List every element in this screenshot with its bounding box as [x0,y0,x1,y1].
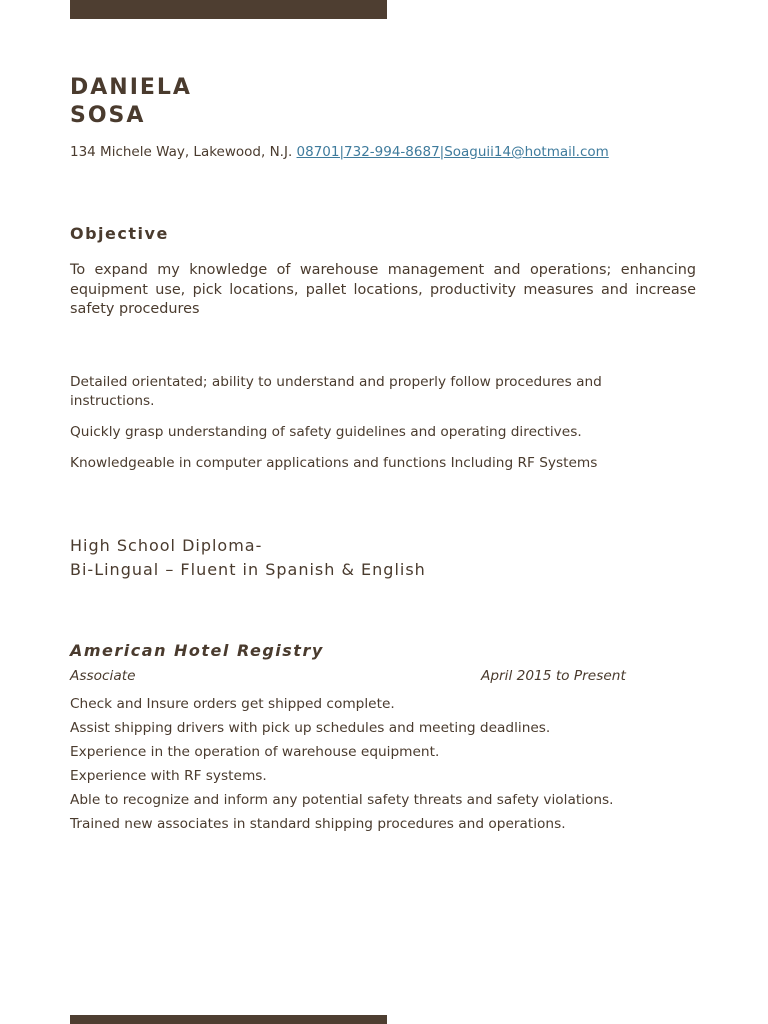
first-name: DANIELA [70,75,192,100]
contact-line [70,144,609,161]
duty-item: Experience with RF systems. [70,768,267,784]
bottom-accent-bar [70,1015,387,1024]
job-title: Associate [70,668,136,684]
objective-text: To expand my knowledge of warehouse management and operations; enhancing equipment use, pick locations, pallet locations, productivity measures and increase safety procedures [70,262,696,317]
education-item: Bi-Lingual – Fluent in Spanish & English [70,560,426,579]
last-name: SOSA [70,103,146,128]
education-section [70,534,426,582]
duty-item: Check and Insure orders get shipped complete. [70,696,395,712]
duty-item: Able to recognize and inform any potential safety threats and safety violations. [70,792,614,808]
skill-item: Quickly grasp understanding of safety guidelines and operating directives. [70,424,582,440]
contact-link[interactable]: 08701|732-994-8687|Soaguii14@hotmail.com [296,144,609,160]
duty-item: Experience in the operation of warehouse equipment. [70,744,440,760]
objective-heading: Objective [70,224,169,243]
skill-item: Detailed orientated; ability to understand and properly follow procedures and instructions. [70,374,602,409]
top-accent-bar [70,0,387,19]
company-name: American Hotel Registry [70,641,324,660]
duty-item: Assist shipping drivers with pick up schedules and meeting deadlines. [70,720,551,736]
skill-item: Knowledgeable in computer applications and functions Including RF Systems [70,455,598,471]
job-dates: April 2015 to Present [481,668,626,684]
education-item: High School Diploma- [70,536,263,555]
candidate-name [70,74,192,130]
skills-section [70,373,630,485]
address: 134 Michele Way, Lakewood, N.J. [70,144,293,160]
duties-list [70,692,614,836]
job-role-line [70,668,628,685]
duty-item: Trained new associates in standard shipping procedures and operations. [70,816,566,832]
